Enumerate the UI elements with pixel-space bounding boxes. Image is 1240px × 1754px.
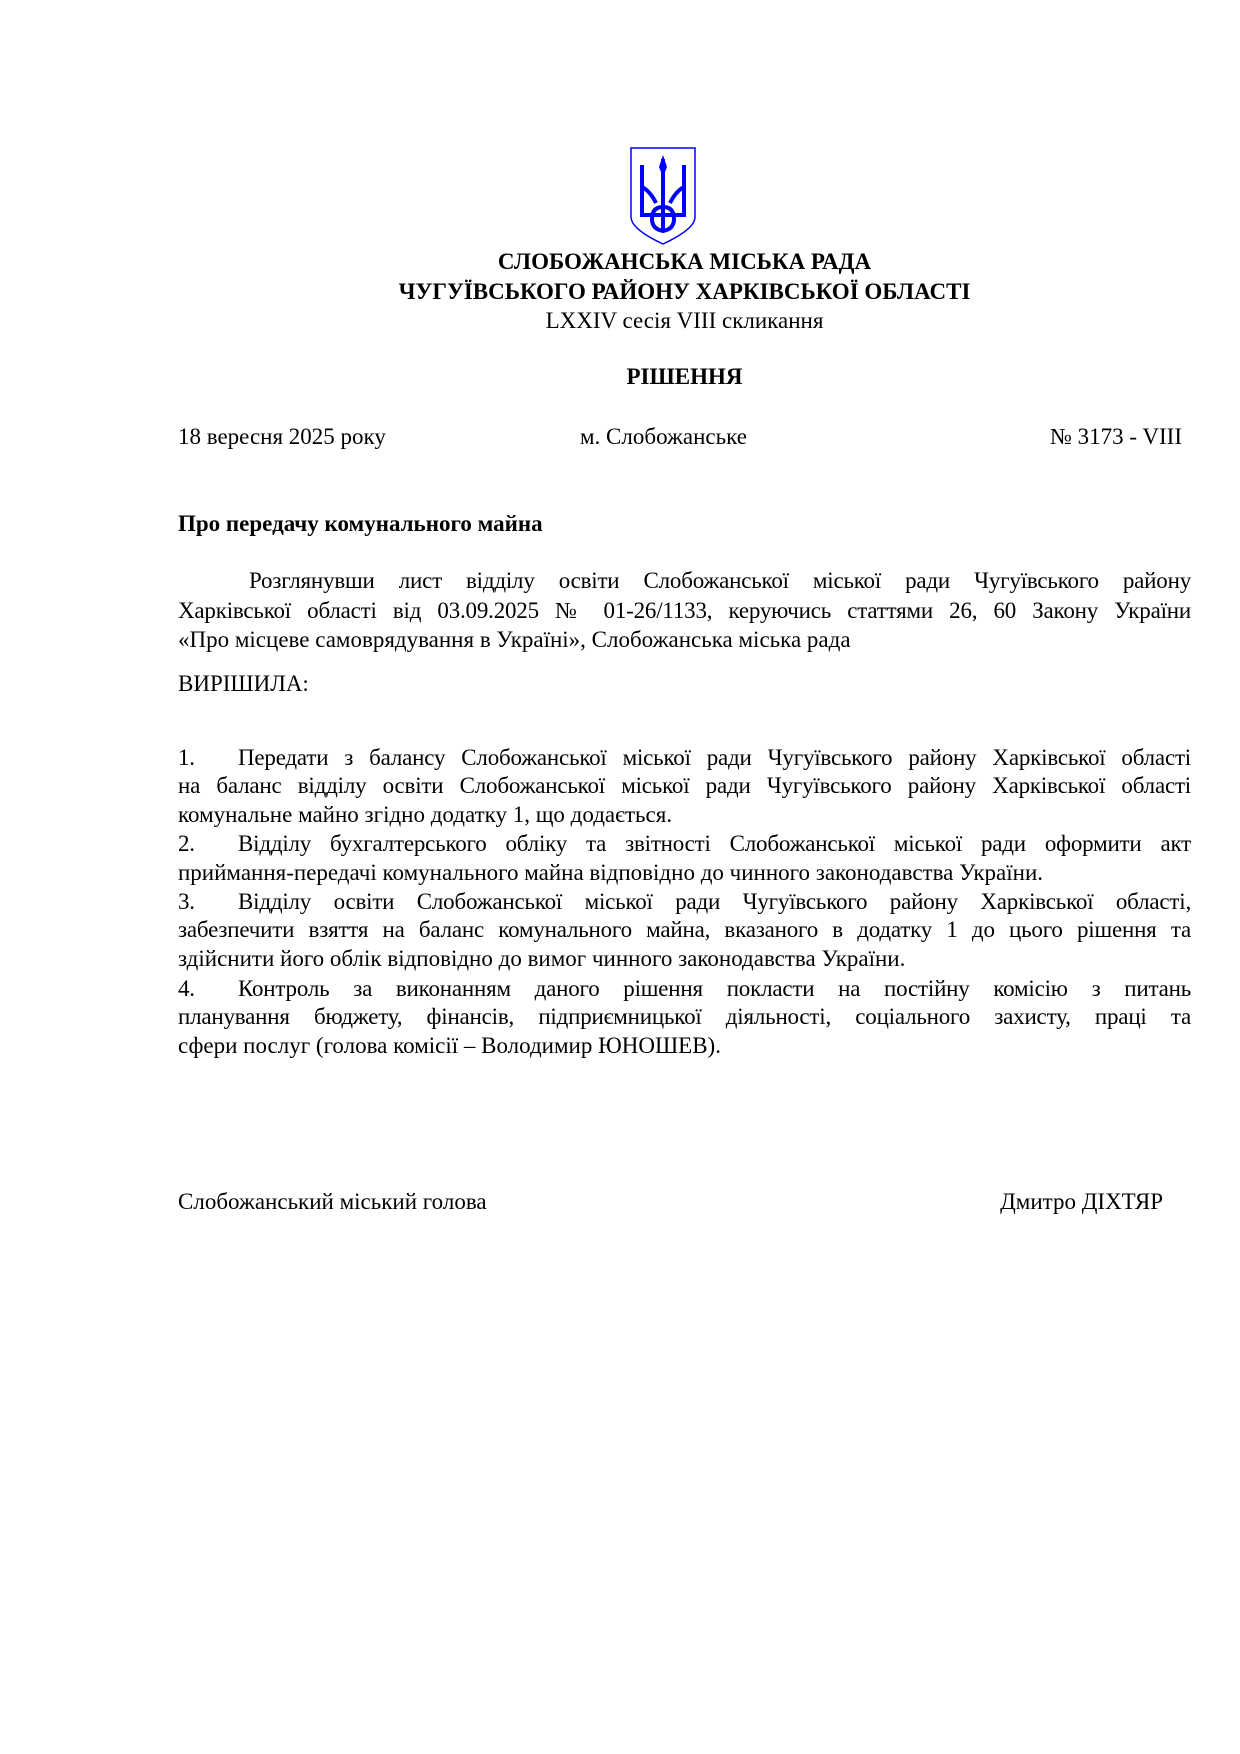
list-item-2 xyxy=(178,829,1191,858)
item-line: приймання-передачі комунального майна відповідно до чинного законодавства України. xyxy=(178,860,1044,885)
item-line: Контроль за виконанням даного рішення покласти на постійну комісію з питань xyxy=(238,976,1191,1001)
item-line: забезпечити взяття на баланс комунального майна, вказаного в додатку 1 до цього рішення та xyxy=(178,917,1191,942)
list-item-1 xyxy=(178,743,1191,772)
item-line: на баланс відділу освіти Слобожанської міської ради Чугуївського району Харківської області xyxy=(178,773,1191,798)
list-item-3 xyxy=(178,887,1191,916)
decided-label: ВИРІШИЛА: xyxy=(178,671,309,696)
preamble-line: Розглянувши лист відділу освіти Слобожанської міської ради Чугуївського району xyxy=(249,568,1191,593)
item-number: 2. xyxy=(178,831,195,856)
decision-date: 18 вересня 2025 року xyxy=(178,424,386,449)
item-line: Відділу освіти Слобожанської міської ради Чугуївського району Харківської області, xyxy=(238,889,1191,914)
signatory-name: Дмитро ДІХТЯР xyxy=(1000,1189,1163,1214)
item-number: 4. xyxy=(178,976,195,1001)
decision-place: м. Слобожанське xyxy=(580,424,747,449)
item-line: планування бюджету, фінансів, підприємницької діяльності, соціального захисту, праці та xyxy=(178,1004,1191,1029)
council-name: СЛОБОЖАНСЬКА МІСЬКА РАДА xyxy=(497,249,872,274)
preamble-line: «Про місцеве самоврядування в Україні», Слобожанська міська рада xyxy=(178,627,851,652)
item-line: комунальне майно згідно додатку 1, що додається. xyxy=(178,802,673,827)
list-item-4 xyxy=(178,974,1191,1003)
item-number: 1. xyxy=(178,745,195,770)
decision-title: Про передачу комунального майна xyxy=(178,511,543,536)
signatory-position: Слобожанський міський голова xyxy=(178,1189,487,1214)
item-number: 3. xyxy=(178,889,195,914)
item-line: сфери послуг (голова комісії – Володимир ЮНОШЕВ). xyxy=(178,1033,721,1058)
item-line: Відділу бухгалтерського обліку та звітності Слобожанської міської ради оформити акт xyxy=(238,831,1191,856)
council-district: ЧУГУЇВСЬКОГО РАЙОНУ ХАРКІВСЬКОЇ ОБЛАСТІ xyxy=(398,279,971,304)
document-type: РІШЕННЯ xyxy=(626,364,743,389)
session-info: LXXIV сесія VIII скликання xyxy=(545,308,824,333)
preamble-line: Харківської області від 03.09.2025 № 01-26/1133, керуючись статтями 26, 60 Закону України xyxy=(178,598,1191,623)
coat-of-arms-trident-icon xyxy=(630,147,696,245)
item-line: здійснити його облік відповідно до вимог чинного законодавства України. xyxy=(178,946,906,971)
decision-number: № 3173 - VIII xyxy=(1049,424,1182,449)
item-line: Передати з балансу Слобожанської міської ради Чугуївського району Харківської області xyxy=(238,745,1191,770)
